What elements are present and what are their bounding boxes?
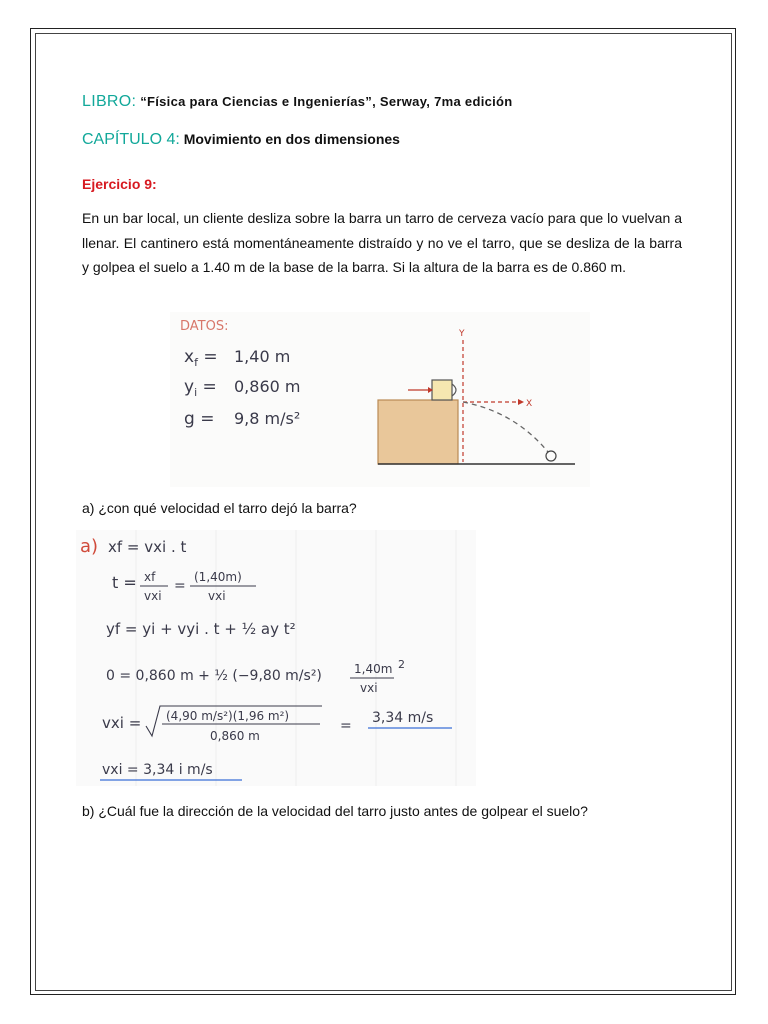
datos-heading: DATOS: [180, 319, 229, 334]
bar-counter [378, 400, 458, 464]
solution-eq1: xf = vxi . t [108, 538, 187, 556]
solution-eq4-den: vxi [360, 681, 378, 695]
datos-yi-symbol: $y_i$ = [184, 377, 217, 399]
svg-text:=: = [174, 578, 186, 594]
solution-final: vxi = 3,34 i m/s [102, 762, 213, 778]
exercise-statement: En un bar local, un cliente desliza sobre la barra un tarro de cerveza vacío para que lo vuelvan a llenar. El cantinero está momentáneamente distraído y no ve el tarro, que se desliza de la barra y golpea el suelo a 1.40 m de la base de la barra. Si la altura de la barra es de 0.860 m. [82, 210, 682, 275]
libro-text: “Física para Ciencias e Ingenierías”, Serway, 7ma edición [140, 94, 513, 109]
solution-eq5-lhs: vxi = [102, 714, 142, 732]
solution-eq5-den: 0,860 m [210, 729, 260, 743]
solution-eq5-result: 3,34 m/s [372, 710, 434, 726]
datos-xf-value: 1,40 m [234, 347, 291, 366]
solution-t-den2: vxi [208, 589, 226, 603]
datos-xf-symbol: $x_f$ = [184, 347, 218, 369]
capitulo-text: Movimiento en dos dimensiones [183, 131, 400, 147]
question-b: b) ¿Cuál fue la dirección de la velocidad del tarro justo antes de golpear el suelo? [82, 803, 588, 819]
solution-t-den: vxi [144, 589, 162, 603]
chapter-title-line [82, 131, 400, 149]
solution-eq5-num: (4,90 m/s²)(1,96 m²) [166, 709, 290, 723]
solution-a-image [76, 530, 476, 786]
solution-t-num2: (1,40m) [194, 570, 242, 584]
x-axis-label: X [526, 399, 533, 409]
y-axis-label: Y [459, 329, 465, 339]
svg-text:2: 2 [398, 658, 405, 671]
solution-eq4-num: 1,40m [354, 662, 393, 676]
solution-a-marker: a) [80, 536, 99, 557]
datos-yi-value: 0,860 m [234, 377, 301, 396]
svg-text:=: = [340, 718, 352, 734]
book-title-line [82, 93, 513, 111]
datos-diagram-image [170, 312, 590, 487]
solution-t-num: xf [144, 570, 156, 584]
solution-eq3: yf = yi + vyi . t + ½ ay t² [106, 620, 296, 638]
exercise-title: Ejercicio 9: [82, 176, 157, 192]
solution-t-lhs: t = [112, 573, 137, 592]
libro-label: LIBRO: [82, 93, 137, 110]
question-a: a) ¿con qué velocidad el tarro dejó la barra? [82, 500, 357, 516]
datos-g-value: 9,8 m/s² [234, 409, 301, 428]
capitulo-label: CAPÍTULO 4: [82, 131, 180, 148]
mug-icon [432, 380, 452, 400]
solution-eq4: 0 = 0,860 m + ½ (−9,80 m/s²) [106, 668, 322, 684]
datos-g-symbol: g = [184, 409, 215, 429]
